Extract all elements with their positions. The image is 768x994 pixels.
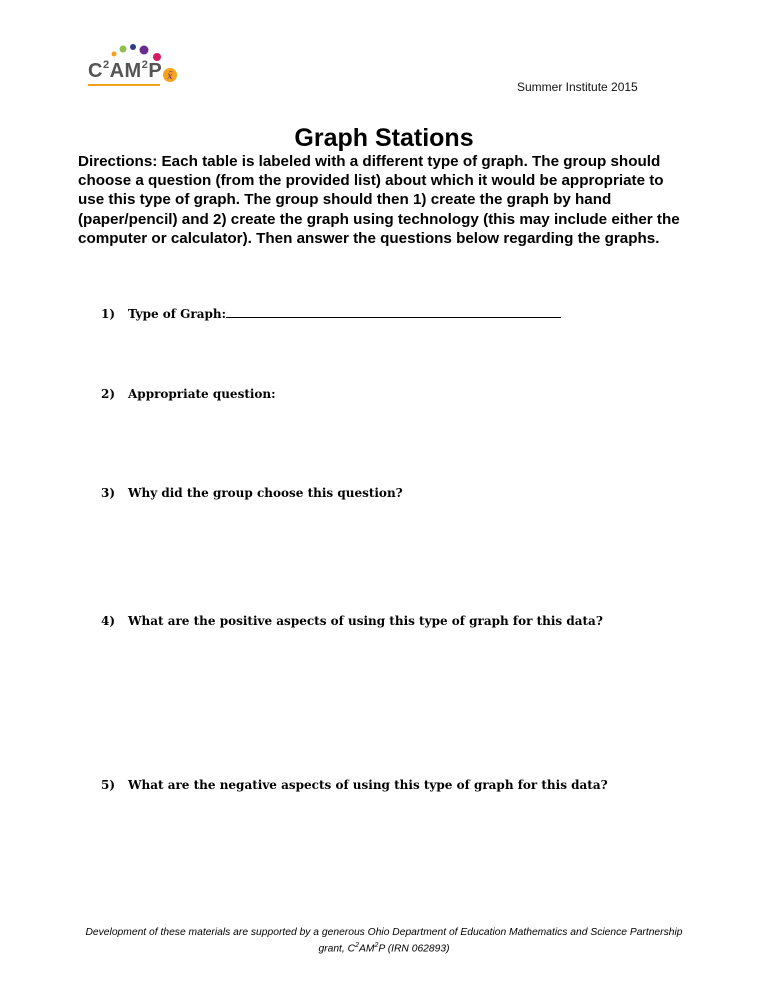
question-text: What are the positive aspects of using this type of graph for this data? xyxy=(128,614,603,628)
question-number: 5) xyxy=(101,778,116,792)
funding-footer xyxy=(0,926,768,955)
question-4 xyxy=(101,614,603,628)
question-5 xyxy=(101,778,608,792)
question-3 xyxy=(101,486,403,500)
answer-blank-line[interactable] xyxy=(226,306,561,318)
directions-text: Directions: Each table is labeled with a different type of graph. The group should choose a question (from the provided list) about which it would be appropriate to use this type of graph. The group should then 1) create the graph by hand (paper/pencil) and 2) create the graph using technology (this may include either the computer or calculator). Then answer the questions below regarding the graphs. xyxy=(78,153,680,247)
question-1 xyxy=(101,306,561,321)
question-text: Appropriate question: xyxy=(128,387,276,401)
question-2 xyxy=(101,387,276,401)
page-title: Graph Stations xyxy=(294,124,474,152)
question-number: 2) xyxy=(101,387,116,401)
logo-wordmark: $C^2AM^2P$ xyxy=(88,59,163,82)
footer-line-1: Development of these materials are supported by a generous Ohio Department of Education Mathematics and Science Partnership xyxy=(85,927,683,938)
c2am2p-logo xyxy=(86,40,196,100)
footer-line-2: grant, $C^2AM^2P$ (IRN 062893) xyxy=(318,942,450,955)
question-number: 3) xyxy=(101,486,116,500)
question-text: Type of Graph: xyxy=(128,307,227,321)
question-text: Why did the group choose this question? xyxy=(128,486,403,500)
institute-label: Summer Institute 2015 xyxy=(517,80,638,94)
svg-text:x̄: x̄ xyxy=(167,71,173,82)
question-text: What are the negative aspects of using this type of graph for this data? xyxy=(128,778,608,792)
question-number: 1) xyxy=(101,307,116,321)
question-number: 4) xyxy=(101,614,116,628)
